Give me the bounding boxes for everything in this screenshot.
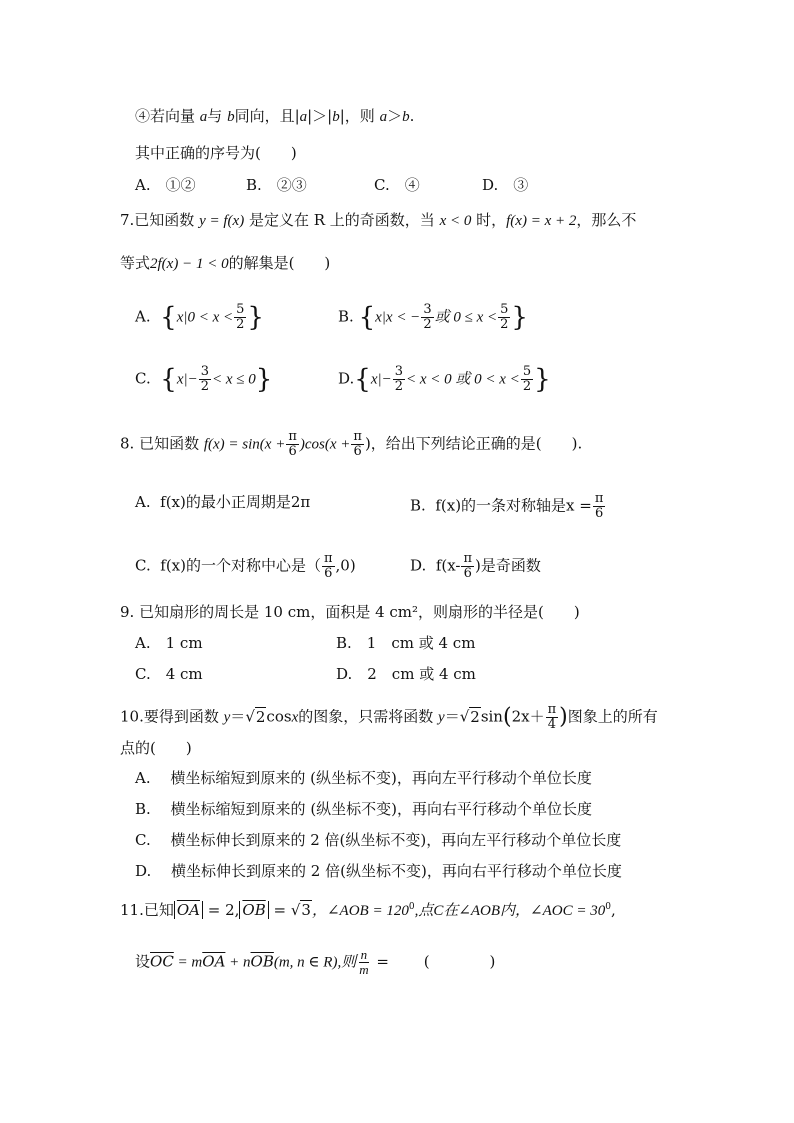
- q8-option-c: [135, 552, 356, 581]
- math: y: [438, 709, 445, 726]
- q9-option-c: C. 4 cm: [135, 665, 203, 683]
- den: 6: [288, 444, 297, 459]
- q10-option-d: D. 横坐标伸长到原来的 2 倍(纵坐标不变)，再向右平行移动个单位长度: [135, 862, 622, 880]
- vector: $\overline{OA}$: [202, 952, 226, 971]
- num: π: [353, 429, 362, 444]
- den: m: [359, 962, 369, 977]
- fraction: [322, 552, 335, 581]
- vector: $\overline{OB}$: [250, 952, 274, 971]
- den: 2: [394, 379, 403, 394]
- q7-option-b: [338, 303, 528, 332]
- var-b: b: [332, 109, 340, 125]
- degree: 0: [408, 902, 415, 912]
- option-label: D.: [338, 369, 355, 388]
- math: ＝: [444, 707, 460, 726]
- math: f(x) = sin(x +: [203, 436, 286, 453]
- q6-option-c: C. ④: [374, 176, 420, 194]
- den: 6: [463, 566, 472, 581]
- q9-option-d: D. 2 cm 或 4 cm: [336, 665, 476, 683]
- num: π: [463, 551, 473, 566]
- math: sin: [480, 707, 503, 726]
- den: 2: [522, 379, 532, 394]
- option-text: f(x)的一条对称轴是x =: [435, 496, 592, 515]
- text: ＞: [387, 107, 403, 125]
- math: )cos(x +: [299, 436, 351, 453]
- num: π: [547, 702, 557, 717]
- num: π: [288, 429, 297, 444]
- fraction: [461, 552, 474, 581]
- q6-option-d: D. ③: [482, 176, 529, 194]
- abs-oa: [174, 901, 203, 919]
- math: + n: [225, 954, 251, 971]
- q11-stem-line1: 11.已知 $\overline{OA} = 2$, $\overline{OB} = √3$，∠AOB = $120^0$,点C在∠AOB内，∠AOC = $30^0$,: [120, 901, 616, 919]
- option-text: ,0): [335, 556, 356, 575]
- option-label: B.: [338, 307, 354, 326]
- math: ): [364, 434, 371, 453]
- math: =: [268, 901, 291, 919]
- sqrt: 3: [301, 901, 311, 919]
- math: 或 0 ≤ x <: [434, 309, 498, 326]
- num: 3: [200, 364, 209, 379]
- fraction: [546, 703, 559, 732]
- den: 2: [500, 317, 509, 332]
- text: 的图象，只需将函数: [298, 707, 439, 726]
- brace: {: [358, 302, 376, 333]
- brace: }: [247, 302, 264, 333]
- fraction: [521, 365, 533, 394]
- q10-option-c: C. 横坐标伸长到原来的 2 倍(纵坐标不变)，再向左平行移动个单位长度: [135, 831, 622, 849]
- text: 与: [207, 107, 228, 125]
- num: 3: [394, 364, 403, 379]
- paren: ): [559, 704, 568, 730]
- math: x < 0: [439, 213, 472, 229]
- num: 3: [423, 302, 432, 317]
- var-a: a: [379, 109, 388, 125]
- var-a: a: [299, 109, 308, 125]
- vector: $\overline{OB}$: [242, 901, 266, 919]
- q6-prompt: 其中正确的序号为( ): [135, 144, 297, 162]
- fraction: [199, 365, 211, 394]
- degree: 0: [605, 902, 611, 912]
- var-b: b: [402, 109, 410, 125]
- math: ＝: [230, 707, 246, 726]
- q7-option-c: [135, 365, 272, 394]
- math: ,点C在∠AOB内，∠AOC = 30: [414, 903, 606, 919]
- num: 5: [500, 302, 509, 317]
- text: 的解集是( ): [228, 254, 331, 272]
- q10-option-a: A. 横坐标缩短到原来的 (纵坐标不变)，再向左平行移动个单位长度: [135, 769, 592, 787]
- option-text: f(x-: [435, 556, 461, 575]
- q6-option-a: A. ①②: [135, 176, 196, 194]
- math: y = f(x): [199, 213, 245, 229]
- num: 5: [236, 302, 245, 317]
- vector: $\overline{OC}$: [150, 952, 174, 971]
- num: 5: [522, 364, 532, 379]
- text: 时，: [471, 211, 507, 229]
- q9-option-b: B. 1 cm 或 4 cm: [336, 634, 476, 652]
- math: < x ≤ 0: [212, 371, 256, 388]
- den: 6: [594, 506, 604, 521]
- math: ,: [610, 901, 616, 919]
- q7-option-a: [135, 303, 264, 332]
- q9-option-a: A. 1 cm: [135, 634, 203, 652]
- text: 同向，且|: [234, 107, 300, 125]
- text: .: [409, 107, 415, 125]
- text: 8. 已知函数: [120, 434, 204, 453]
- math: = ( ): [371, 952, 496, 971]
- paren: (: [502, 704, 512, 730]
- math: x|−: [370, 371, 392, 388]
- q6-option-b: B. ②③: [246, 176, 307, 194]
- q11-stem-line2: [135, 948, 495, 977]
- text: 图象上的所有: [567, 707, 658, 726]
- fraction: [351, 430, 364, 459]
- math: y: [223, 709, 231, 726]
- brace: {: [354, 364, 371, 395]
- math: (m, n ∈ R),则: [273, 954, 357, 971]
- num: n: [360, 947, 368, 962]
- den: 6: [353, 444, 362, 459]
- fraction: [234, 303, 246, 332]
- option-text: f(x)的一个对称中心是（: [160, 556, 321, 575]
- text: |＞|: [307, 107, 333, 125]
- text: ，那么不: [576, 211, 637, 229]
- option-label: C.: [135, 556, 151, 575]
- fraction: [286, 430, 299, 459]
- item-4-statement: [135, 106, 414, 127]
- text: 是定义在 R 上的奇函数，当: [244, 211, 440, 229]
- math: ，∠AOB = 120: [311, 903, 409, 919]
- text: 7.已知函数: [120, 211, 200, 229]
- abs-ob: [239, 901, 268, 919]
- brace: }: [534, 364, 551, 395]
- q10-stem-line1: 10.要得到函数 y＝√2cosx的图象，只需将函数 y＝√2sin(2x＋ $\frac{\pi}{4}$ )图象上的所有: [120, 702, 658, 732]
- fraction: [357, 948, 370, 977]
- option-text: )是奇函数: [475, 556, 541, 575]
- text: 设: [135, 952, 151, 971]
- math: 2f(x) − 1 < 0: [150, 256, 229, 272]
- q8-option-a: [135, 492, 310, 512]
- text: |，则: [339, 107, 380, 125]
- brace: }: [255, 364, 273, 395]
- q9-stem: 9. 已知扇形的周长是 10 cm，面积是 4 cm²，则扇形的半径是( ): [120, 603, 580, 621]
- sqrt: 2: [470, 707, 480, 726]
- den: 2: [423, 317, 432, 332]
- math: f(x) = x + 2: [506, 213, 577, 229]
- brace: {: [160, 302, 177, 333]
- text: ④若向量: [135, 107, 200, 125]
- num: π: [594, 491, 604, 506]
- option-label: B.: [410, 496, 426, 515]
- option-label: A.: [135, 307, 151, 326]
- math: 2x＋: [511, 707, 545, 726]
- var-b: b: [227, 109, 235, 125]
- option-text: f(x)的最小正周期是2π: [160, 493, 311, 511]
- text: 10.要得到函数: [120, 707, 224, 726]
- vector: $\overline{OA}$: [176, 901, 200, 919]
- fraction: [593, 492, 606, 521]
- fraction: [393, 365, 405, 394]
- q7-option-d: [338, 365, 551, 394]
- q8-option-d: [410, 552, 541, 581]
- q8-option-b: [410, 492, 606, 521]
- math: x|x < −: [375, 309, 421, 326]
- text: 等式: [120, 254, 151, 272]
- brace: {: [160, 364, 177, 395]
- math: x|0 < x <: [176, 309, 234, 326]
- den: 2: [236, 317, 245, 332]
- option-label: C.: [135, 369, 151, 388]
- den: 4: [547, 717, 556, 732]
- den: 2: [200, 379, 209, 394]
- option-label: D.: [410, 556, 427, 575]
- text: ，给出下列结论正确的是( ).: [370, 434, 583, 453]
- fraction: [498, 303, 510, 332]
- math: cos: [266, 707, 292, 726]
- option-label: A.: [135, 493, 151, 511]
- var-a: a: [199, 109, 208, 125]
- q10-stem-line2: 点的( ): [120, 739, 192, 757]
- math: x|−: [176, 371, 198, 388]
- text: 11.已知: [120, 901, 174, 919]
- math: x: [291, 709, 299, 726]
- num: π: [323, 551, 333, 566]
- q7-stem-line2: [120, 253, 330, 274]
- fraction: [421, 303, 433, 332]
- q8-stem: [120, 430, 582, 459]
- q10-option-b: B. 横坐标缩短到原来的 (纵坐标不变)，再向右平行移动个单位长度: [135, 800, 593, 818]
- math: = m: [173, 954, 203, 971]
- math: = 2,: [203, 901, 240, 919]
- brace: }: [511, 302, 528, 333]
- den: 6: [324, 566, 333, 581]
- sqrt: 2: [255, 707, 266, 726]
- math: < x < 0 或 0 < x <: [406, 371, 520, 388]
- q7-stem-line1: [120, 210, 636, 231]
